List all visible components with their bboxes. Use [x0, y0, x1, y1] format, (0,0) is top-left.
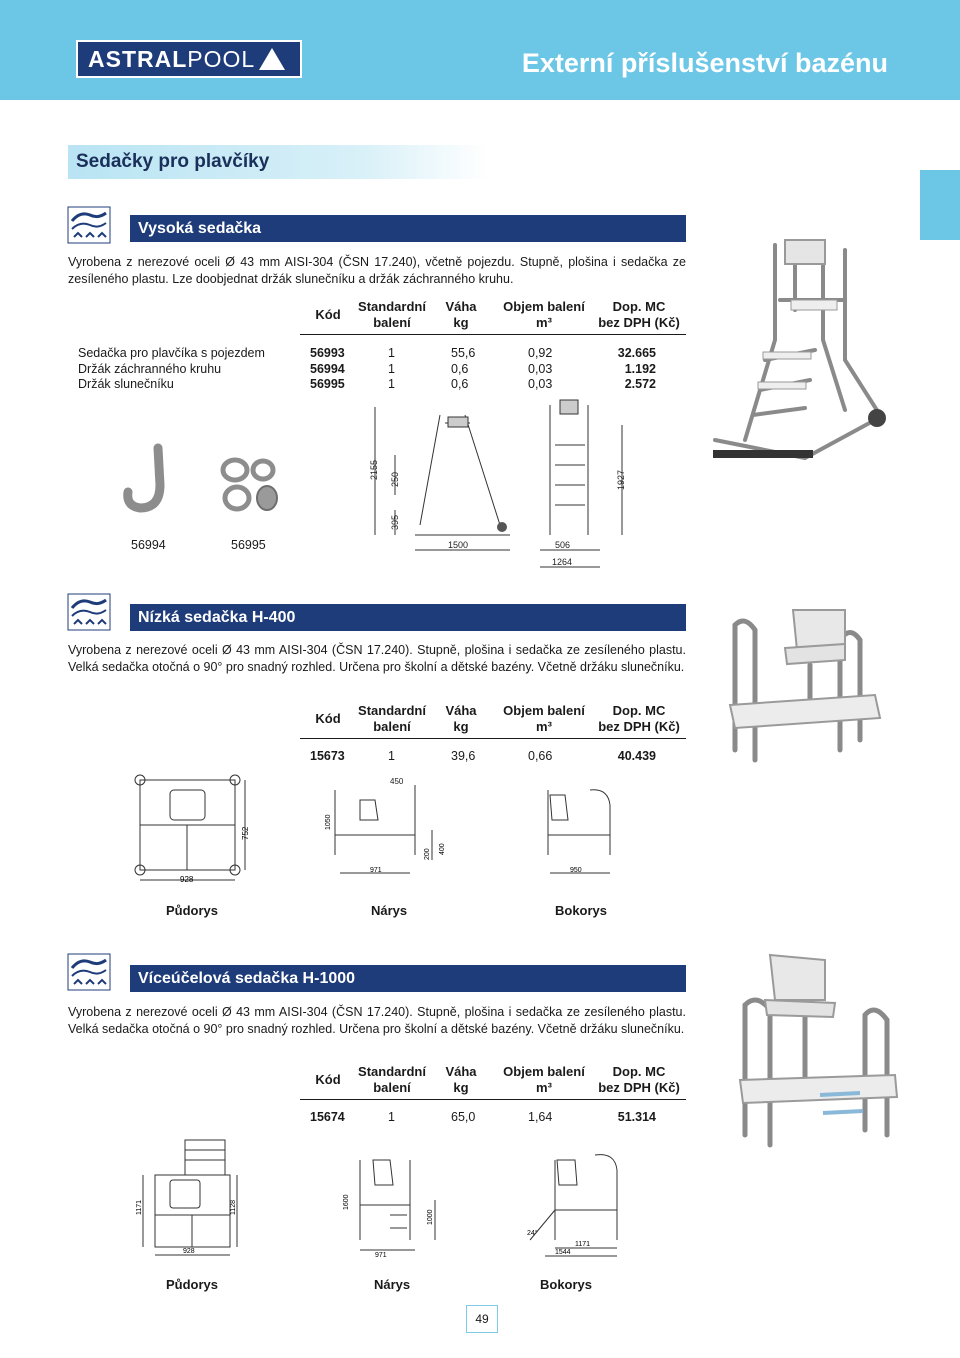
product-description: Vyrobena z nerezové oceli Ø 43 mm AISI-304 (ČSN 17.240). Stupně, plošina i sedačka ze zesíleného plastu. Velká sedačka otočná o 90° pro snadný rozhled. Určena pro školní a dětské bazény. Včetně držáku slunečníku.: [68, 643, 686, 674]
high-chair-photo: [705, 240, 895, 470]
dimension-label: 1128: [230, 1199, 237, 1215]
table-row: Držák záchranného kruhu 56994 1 0,6 0,03 1.192: [78, 362, 656, 376]
col-vaha: Váha kg: [445, 703, 477, 734]
col-cena: Dop. MC bez DPH (Kč): [598, 1064, 680, 1095]
dimension-label: 395: [390, 514, 400, 530]
table-row: Sedačka pro plavčíka s pojezdem 56993 1 55,6 0,92 32.665: [78, 346, 656, 360]
page-number: 49: [466, 1305, 498, 1333]
view-caption: Nárys: [374, 1277, 411, 1292]
dimension-label: 1264: [552, 557, 573, 567]
dimension-label: 1000: [427, 1209, 434, 1225]
pool-wave-icon: [68, 207, 110, 243]
dimension-label: 1544: [555, 1249, 571, 1256]
dimension-label: 971: [370, 867, 382, 874]
dimension-label: 1171: [575, 1241, 591, 1248]
page-title: Externí příslušenství bazénu: [521, 48, 888, 78]
dimension-label: 400: [439, 843, 446, 855]
dimension-label: 200: [424, 848, 431, 860]
table-row: Držák slunečníku 56995 1 0,6 0,03 2.572: [78, 377, 656, 391]
col-kod: Kód: [315, 711, 341, 726]
dimension-label: 2155: [369, 459, 379, 480]
view-caption: Půdorys: [166, 903, 219, 918]
dimension-label: 971: [375, 1252, 387, 1259]
dimension-label: 1171: [136, 1199, 143, 1215]
low-chair-plan-drawing: [120, 770, 265, 890]
col-vaha: Váha kg: [445, 1064, 477, 1095]
product-title: Víceúčelová sedačka H-1000: [130, 965, 686, 992]
section-title: Sedačky pro plavčíky: [68, 145, 488, 179]
table-divider: [300, 1099, 686, 1100]
dimension-label: 1600: [343, 1194, 350, 1210]
view-caption: Půdorys: [166, 1277, 219, 1292]
dimension-label: 250: [390, 471, 400, 487]
multi-chair-side-drawing: [515, 1140, 645, 1260]
high-chair-drawing: [360, 395, 640, 580]
product-title: Vysoká sedačka: [130, 215, 686, 242]
col-objem: Objem balení m³: [503, 1064, 585, 1095]
col-objem: Objem balení m³: [503, 299, 585, 330]
dimension-label: 450: [390, 777, 404, 786]
col-vaha: Váha kg: [445, 299, 477, 330]
table-row: 15673 1 39,6 0,66 40.439: [310, 749, 656, 763]
view-caption: Bokorys: [555, 903, 608, 918]
multi-chair-photo: [715, 945, 905, 1160]
dimension-label: 24°: [527, 1230, 538, 1237]
view-caption: Bokorys: [540, 1277, 593, 1292]
col-cena: Dop. MC bez DPH (Kč): [598, 703, 680, 734]
col-kod: Kód: [315, 1072, 341, 1087]
multi-chair-front-drawing: [335, 1140, 455, 1260]
low-chair-front-drawing: [320, 780, 450, 880]
low-chair-photo: [715, 600, 895, 770]
brand-thin: POOL: [187, 45, 256, 72]
multi-chair-plan-drawing: [125, 1135, 255, 1260]
col-kod: Kód: [315, 307, 341, 322]
side-tab: [920, 170, 960, 240]
pool-wave-icon: [68, 594, 110, 630]
view-caption: Nárys: [371, 903, 408, 918]
dimension-label: 928: [183, 1248, 195, 1255]
dimension-label: 928: [180, 875, 194, 884]
col-standard: Standardní balení: [358, 1064, 426, 1095]
accessory-code: 56995: [231, 538, 266, 552]
dimension-label: 1927: [616, 469, 626, 490]
pool-wave-icon: [68, 954, 110, 990]
table-divider: [300, 738, 686, 739]
dimension-label: 950: [570, 867, 582, 874]
col-cena: Dop. MC bez DPH (Kč): [598, 299, 680, 330]
dimension-label: 1500: [448, 540, 469, 550]
umbrella-holder-photo: [215, 450, 295, 520]
dimension-label: 752: [241, 826, 250, 840]
table-divider: [300, 334, 686, 335]
brand-logo: [76, 40, 302, 78]
product-description: Vyrobena z nerezové oceli Ø 43 mm AISI-304 (ČSN 17.240), včetně pojezdu. Stupně, plošina i sedačka ze zesíleného plastu. Lze doobjednat držák slunečníku a držák záchranného kruhu.: [68, 255, 686, 286]
dimension-label: 1050: [325, 814, 332, 830]
product-title: Nízká sedačka H-400: [130, 604, 686, 631]
col-objem: Objem balení m³: [503, 703, 585, 734]
product-description: Vyrobena z nerezové oceli Ø 43 mm AISI-304 (ČSN 17.240). Stupně, plošina i sedačka ze zesíleného plastu. Velká sedačka otočná o 90° pro snadný rozhled. Určena pro školní a dětské bazény. Včetně držáku slunečníku.: [68, 1005, 686, 1036]
ring-holder-photo: [120, 440, 180, 520]
col-standard: Standardní balení: [358, 299, 426, 330]
dimension-label: 506: [555, 540, 571, 550]
low-chair-side-drawing: [530, 780, 630, 880]
logo-triangle-icon: [259, 48, 285, 70]
col-standard: Standardní balení: [358, 703, 426, 734]
accessory-code: 56994: [131, 538, 166, 552]
table-row: 15674 1 65,0 1,64 51.314: [310, 1110, 656, 1124]
brand-main: ASTRAL: [88, 45, 188, 72]
